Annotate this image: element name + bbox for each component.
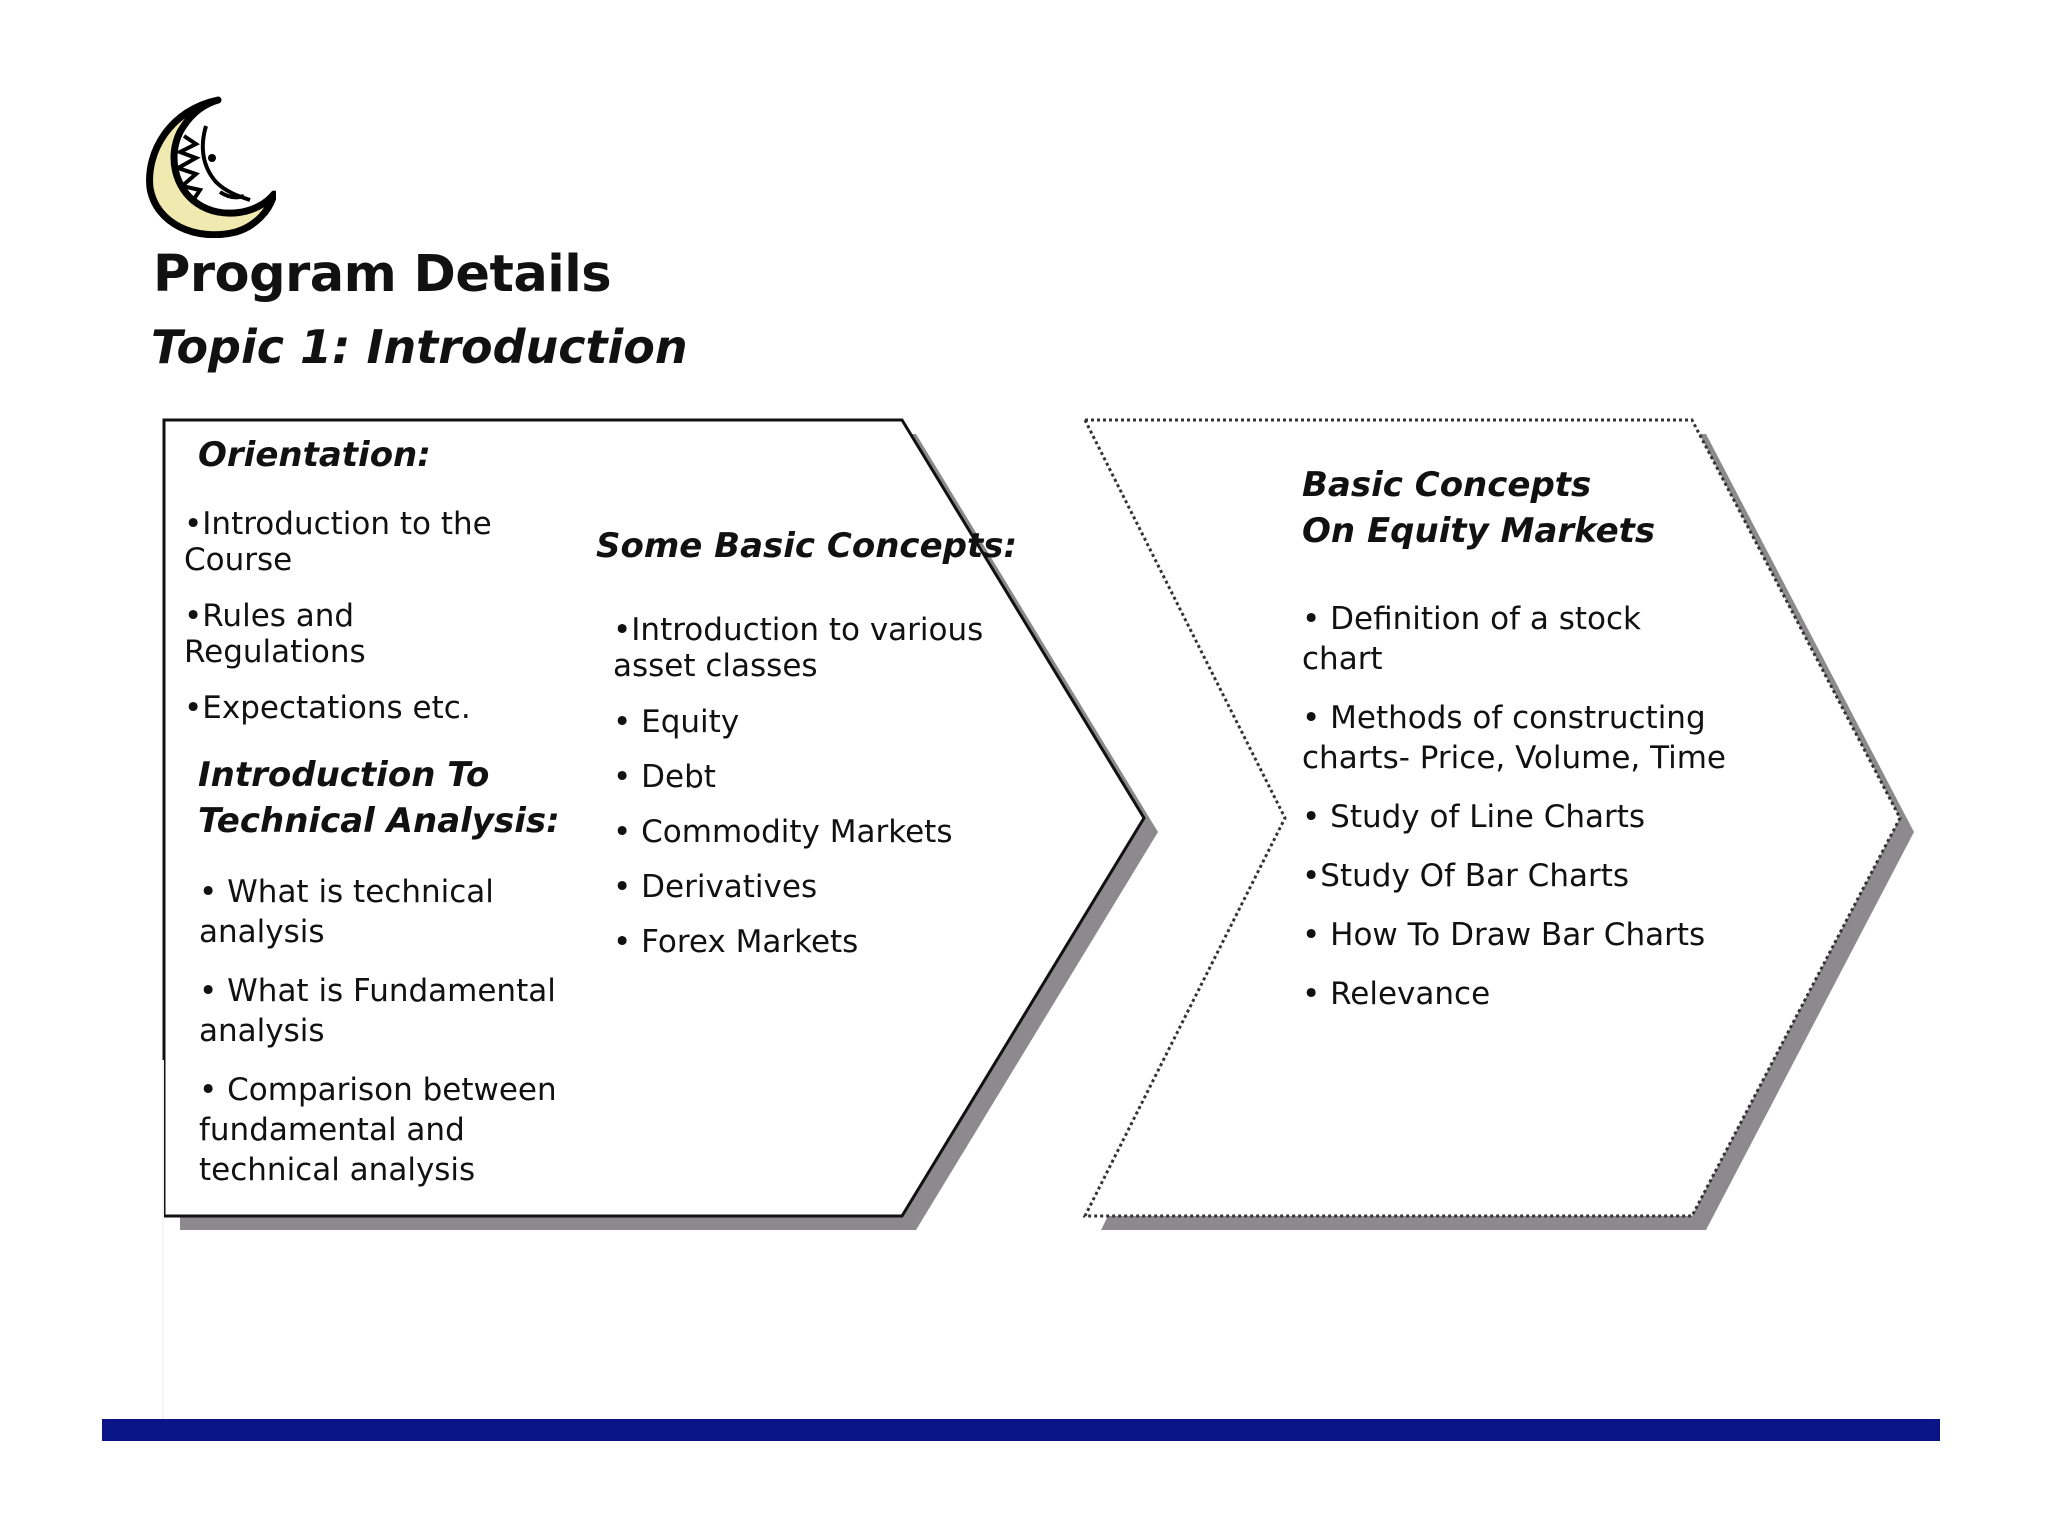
technical-heading-line1: Introduction To [198,755,490,795]
basic-concepts-heading: Some Basic Concepts: [596,526,1018,566]
page-subtitle: Topic 1: Introduction [151,320,688,374]
list-item: analysis [199,1013,325,1049]
list-item: •Expectations etc. [184,690,471,726]
list-item: •Introduction to the [184,506,492,542]
list-item: • Study of Line Charts [1302,799,1646,835]
list-item: •Study Of Bar Charts [1302,858,1630,894]
list-item: • Equity [613,704,740,740]
footer-bar [102,1419,1940,1441]
list-item: •Rules and [184,598,355,634]
equity-heading-line1: Basic Concepts [1302,465,1592,505]
orientation-heading: Orientation: [198,435,431,475]
list-item: technical analysis [199,1152,476,1188]
list-item: • What is Fundamental [199,973,556,1009]
list-item: • Comparison between [199,1072,557,1108]
list-item: charts- Price, Volume, Time [1302,740,1726,776]
technical-heading-line2: Technical Analysis: [198,801,560,841]
list-item: • What is technical [199,874,494,910]
list-item: • Forex Markets [613,924,859,960]
list-item: • Commodity Markets [613,814,953,850]
list-item: • Derivatives [613,869,818,905]
list-item: Regulations [184,634,366,670]
list-item: fundamental and [199,1112,465,1148]
list-item: chart [1302,641,1383,677]
list-item: • Definition of a stock [1302,601,1641,637]
list-item: • How To Draw Bar Charts [1302,917,1706,953]
list-item: • Methods of constructing [1302,700,1706,736]
list-item: •Introduction to various [613,612,984,648]
list-item: asset classes [613,648,818,684]
list-item: • Relevance [1302,976,1491,1012]
crescent-moon-icon [140,96,276,238]
page-title: Program Details [153,245,612,304]
equity-heading-line2: On Equity Markets [1302,511,1656,551]
slide-left-edge [162,1060,164,1420]
list-item: Course [184,542,293,578]
list-item: • Debt [613,759,716,795]
list-item: analysis [199,914,325,950]
